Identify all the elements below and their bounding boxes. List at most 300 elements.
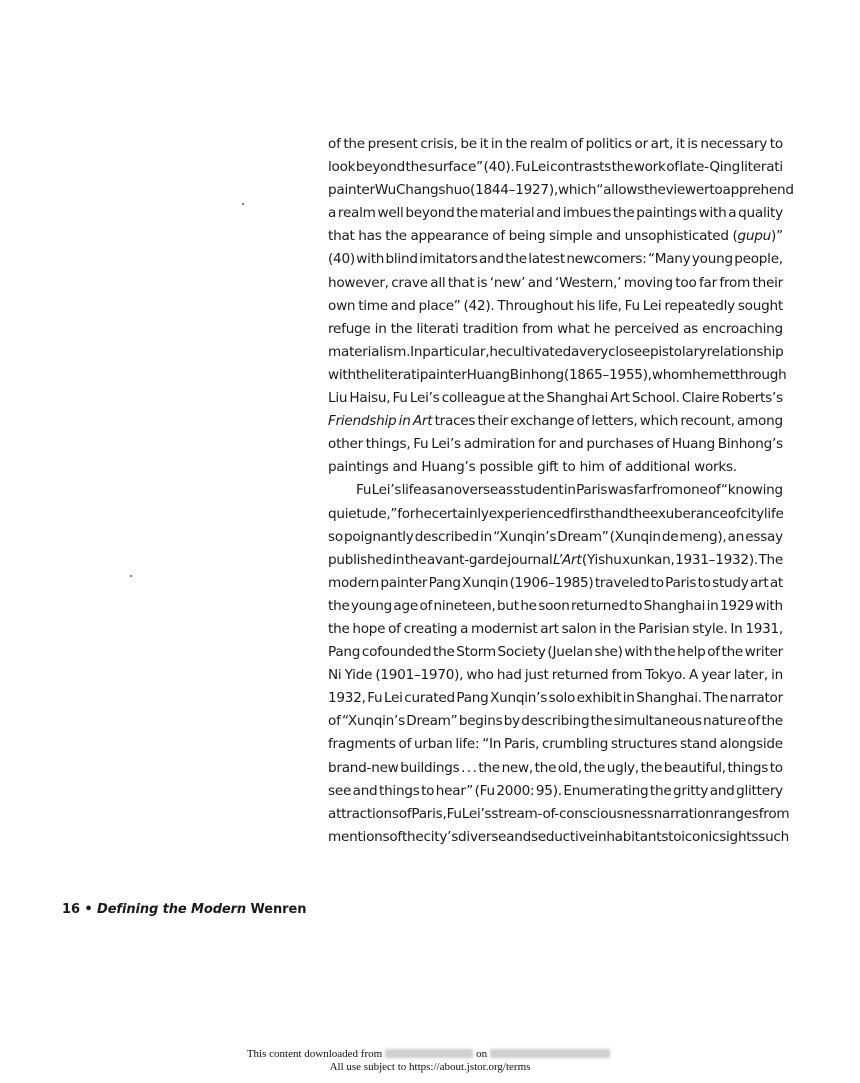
word: beyond <box>405 205 455 222</box>
word: and <box>352 782 378 799</box>
word: however, <box>328 274 389 291</box>
word: Fu <box>413 436 429 453</box>
word: and <box>390 297 416 314</box>
word: “Xunqin’s <box>341 713 405 730</box>
word: Art <box>610 390 630 407</box>
word: iconic <box>681 828 720 845</box>
word: young <box>691 251 733 268</box>
word: style. <box>692 620 728 637</box>
word: the <box>644 182 666 199</box>
word: own <box>328 297 356 314</box>
word: modernist <box>471 620 538 637</box>
word: crisis, <box>420 136 458 152</box>
word: hear” <box>435 782 474 799</box>
text-line <box>328 664 783 687</box>
word: the <box>456 205 478 222</box>
word: avant-garde <box>426 551 507 568</box>
word: being <box>508 228 546 245</box>
word: viewer <box>665 182 710 199</box>
word: which <box>557 182 597 199</box>
word: the <box>583 759 606 776</box>
word: Yide <box>344 667 373 684</box>
word: narration <box>653 805 714 822</box>
word: the <box>628 505 650 522</box>
word: necessary <box>700 136 768 152</box>
word: the <box>355 366 378 383</box>
word: Fu <box>356 482 372 499</box>
word: blind <box>385 251 418 268</box>
word: of <box>328 713 341 730</box>
word: salon <box>561 620 597 637</box>
word: Xunqin <box>462 574 509 591</box>
word: and <box>392 459 418 476</box>
word: epistolary <box>641 343 707 360</box>
word: inhabitants <box>594 828 669 845</box>
word: relationship <box>706 343 784 360</box>
word: 1932, <box>328 690 366 707</box>
word: In <box>410 343 423 360</box>
word: so <box>328 528 343 545</box>
word: refuge <box>328 320 371 337</box>
book-title-roman: Wenren <box>250 902 307 917</box>
word: Enumerating <box>563 782 649 799</box>
word: she) <box>594 644 623 661</box>
word: in <box>490 136 503 152</box>
body-text <box>328 133 794 849</box>
text-line <box>328 549 783 572</box>
text-line <box>328 595 783 618</box>
word: at <box>769 574 783 591</box>
word: The <box>758 551 783 568</box>
word: Dream” <box>406 713 458 730</box>
word: 1931, <box>745 620 783 637</box>
word: of <box>608 459 622 476</box>
word: literati <box>416 320 459 337</box>
word: an <box>436 482 454 499</box>
word: (Juelan <box>547 644 593 661</box>
word: in <box>392 551 405 568</box>
word: begins <box>458 713 503 730</box>
word: but <box>497 597 519 614</box>
word: Paris, <box>411 805 447 822</box>
word: the <box>433 644 455 661</box>
word: in <box>563 482 576 499</box>
word: in <box>599 620 612 637</box>
word: young <box>351 597 392 614</box>
word: sights <box>719 828 759 845</box>
word: far <box>633 482 652 499</box>
word: with <box>356 251 385 268</box>
text-line <box>328 202 783 225</box>
word: nature <box>703 713 747 730</box>
download-line <box>0 1048 860 1061</box>
word: art, <box>650 136 674 152</box>
word: Lei’s <box>431 436 461 453</box>
word: city’s <box>423 828 459 845</box>
jstor-download-notice <box>0 1048 860 1073</box>
word: the <box>478 759 500 776</box>
word: he <box>692 366 709 383</box>
word: Pang <box>456 690 489 707</box>
word: traces <box>434 413 476 430</box>
word: the <box>721 644 744 661</box>
word: for <box>537 436 556 453</box>
word: 1929 <box>719 597 754 614</box>
word: from <box>611 667 643 684</box>
word: to <box>769 759 783 776</box>
word: Changshuo <box>395 182 471 199</box>
word: very <box>579 343 609 360</box>
word: (1906–1985) <box>509 574 594 591</box>
word: quietude,” <box>328 505 398 522</box>
word: and <box>479 251 504 268</box>
word: (40). <box>483 159 515 176</box>
word: admiration <box>463 436 536 453</box>
text-line <box>328 803 790 826</box>
word: and <box>558 436 584 453</box>
word: who <box>466 667 494 684</box>
word: describing <box>521 713 590 730</box>
word: realm <box>529 136 568 152</box>
word: the <box>328 597 350 614</box>
word: a <box>570 343 580 360</box>
word: the <box>404 551 427 568</box>
word: of <box>576 413 590 430</box>
word: too <box>675 274 697 291</box>
word: a <box>728 205 737 222</box>
terms-line: All use subject to https://about.jstor.org/terms <box>329 1060 531 1073</box>
word: gift <box>537 459 559 476</box>
word: in <box>706 597 719 614</box>
word: structures <box>610 736 678 753</box>
word: the <box>761 713 783 730</box>
word: firsthand <box>569 505 629 522</box>
word: the <box>401 828 424 845</box>
text-line <box>328 341 783 364</box>
word: ugly, <box>606 759 639 776</box>
word: de <box>661 528 679 545</box>
word: the <box>611 159 634 176</box>
word: mentions <box>328 828 390 845</box>
word: he <box>489 343 506 360</box>
word: (gupu)” <box>732 228 783 245</box>
word: diverse <box>458 828 507 845</box>
word: which <box>639 413 679 430</box>
word: “In <box>482 736 502 753</box>
text-line <box>328 757 783 780</box>
word: the <box>649 782 672 799</box>
text-line <box>328 410 783 433</box>
word: Paris <box>576 482 608 499</box>
word: published <box>328 551 392 568</box>
word: of <box>398 736 412 753</box>
word: glittery <box>736 782 783 799</box>
word: from <box>652 482 683 499</box>
word: and <box>536 205 562 222</box>
word: Ni <box>328 667 342 684</box>
word: Xunqin’s <box>490 690 548 707</box>
word: with <box>698 205 727 222</box>
text-line <box>328 826 790 849</box>
word: alongside <box>719 736 783 753</box>
word: (Fu <box>474 782 495 799</box>
word: the <box>653 644 676 661</box>
word: and <box>527 274 553 291</box>
word: paintings <box>636 205 697 222</box>
word: painter <box>419 366 467 383</box>
word: Fu <box>392 390 408 407</box>
word: imbues <box>562 205 612 222</box>
word: of <box>570 136 583 152</box>
word: Shanghai <box>643 597 706 614</box>
word: as <box>683 320 699 337</box>
word: and <box>596 228 621 245</box>
word: he <box>593 320 611 337</box>
text-line <box>328 641 783 664</box>
text-line <box>328 780 783 803</box>
word: Fu <box>515 159 531 176</box>
text-line <box>328 318 783 341</box>
word: art <box>540 620 559 637</box>
word: other <box>328 436 363 453</box>
word: what <box>557 320 590 337</box>
word: his <box>576 297 596 314</box>
word: Huang <box>671 436 715 453</box>
word: solo <box>548 690 576 707</box>
word: journal <box>507 551 553 568</box>
word: Parisian <box>638 620 690 637</box>
word: with <box>754 597 783 614</box>
text-line <box>328 733 783 756</box>
word: of <box>388 620 401 637</box>
word: (1844–1927), <box>470 182 558 199</box>
word: Huang’s <box>421 459 476 476</box>
word: the <box>505 251 527 268</box>
word: of <box>747 713 761 730</box>
text-line <box>328 364 787 387</box>
word: for <box>397 505 416 522</box>
word: 95). <box>535 782 562 799</box>
word: the <box>522 390 545 407</box>
word: stream-of-consciousness <box>491 805 654 822</box>
word: Lei <box>383 690 403 707</box>
word: buildings <box>400 759 460 776</box>
word: to <box>668 828 682 845</box>
word: to <box>629 597 643 614</box>
word: of <box>328 136 341 152</box>
word: painter <box>380 574 428 591</box>
word: In <box>730 620 743 637</box>
word: colleague <box>441 390 506 407</box>
word: and <box>709 782 735 799</box>
word: their <box>477 413 508 430</box>
word: life: <box>455 736 480 753</box>
word: through <box>734 366 787 383</box>
word: of <box>707 482 721 499</box>
word: 1931–1932). <box>675 551 758 568</box>
word: the <box>534 759 557 776</box>
word: particular, <box>422 343 490 360</box>
word: realm <box>337 205 376 222</box>
word: politics <box>585 136 632 152</box>
word: art <box>749 574 769 591</box>
word: student <box>513 482 564 499</box>
word: Pang <box>328 644 361 661</box>
text-line <box>328 179 794 202</box>
word: to <box>769 136 783 152</box>
word: cofounded <box>361 644 432 661</box>
word: appearance <box>410 228 489 245</box>
word: by <box>503 713 520 730</box>
word: creating <box>403 620 458 637</box>
word: fragments <box>328 736 396 753</box>
word: study <box>712 574 749 591</box>
word: imitators <box>419 251 478 268</box>
text-line <box>328 295 783 318</box>
word: Paris, <box>503 736 540 753</box>
word: well <box>377 205 404 222</box>
word: tradition <box>462 320 519 337</box>
word: Shanghai. <box>636 690 702 707</box>
word: their <box>752 274 783 291</box>
word: among <box>736 413 783 430</box>
word: of <box>666 159 679 176</box>
word: Friendship <box>328 413 397 430</box>
word: the <box>612 205 635 222</box>
word: (1901–1970), <box>375 667 464 684</box>
word: late-Qing <box>679 159 741 176</box>
word: Wu <box>374 182 396 199</box>
word: has <box>358 228 382 245</box>
word: materialism. <box>328 343 411 360</box>
word: Claire <box>681 390 720 407</box>
word: “allows <box>596 182 645 199</box>
text-line <box>328 133 783 156</box>
word: curated <box>404 690 455 707</box>
word: an <box>727 528 745 545</box>
word: just <box>524 667 549 684</box>
word: painter <box>328 182 375 199</box>
word: Fu <box>367 690 383 707</box>
word: surface” <box>427 159 483 176</box>
word: (Xunqin <box>609 528 661 545</box>
word: of <box>656 436 669 453</box>
word: crumbling <box>541 736 609 753</box>
text-line <box>328 618 783 641</box>
word: the <box>343 136 365 152</box>
word: later, <box>733 667 768 684</box>
word: as <box>421 482 437 499</box>
word: repeatedly <box>664 297 735 314</box>
word: a <box>328 205 337 222</box>
word: urban <box>413 736 453 753</box>
word: it <box>675 136 685 152</box>
word: of <box>419 597 433 614</box>
word: sought <box>737 297 783 314</box>
word: things <box>378 782 420 799</box>
word: place” <box>418 297 461 314</box>
word: that <box>447 274 475 291</box>
word: in <box>398 413 411 430</box>
word: Roberts’s <box>721 390 783 407</box>
word: of <box>389 828 402 845</box>
word: Shanghai <box>546 390 609 407</box>
text-line <box>328 710 783 733</box>
word: Haisu, <box>349 390 391 407</box>
word: experienced <box>488 505 570 522</box>
word: he <box>415 505 432 522</box>
word: far <box>698 274 717 291</box>
word: had <box>496 667 522 684</box>
word: (42). <box>463 297 495 314</box>
word: a <box>460 620 469 637</box>
word: perceived <box>614 320 679 337</box>
word: Paris <box>665 574 697 591</box>
word: “knowing <box>720 482 783 499</box>
word: Fu <box>624 297 640 314</box>
word: Binhong <box>509 366 564 383</box>
word: year <box>701 667 731 684</box>
word: the <box>640 759 663 776</box>
word: gritty <box>672 782 709 799</box>
page-number: 16 <box>62 902 80 917</box>
word: people, <box>734 251 783 268</box>
word: him <box>579 459 605 476</box>
word: encroaching <box>702 320 783 337</box>
word: to <box>709 182 723 199</box>
word: with <box>624 644 653 661</box>
word: things, <box>365 436 411 453</box>
word: one <box>683 482 708 499</box>
word: life <box>401 482 422 499</box>
word: overseas <box>453 482 513 499</box>
redacted-ip <box>385 1049 473 1058</box>
word: of <box>398 805 412 822</box>
word: old, <box>557 759 582 776</box>
text-line <box>328 248 783 271</box>
separator-bullet: • <box>84 902 93 917</box>
word: Throughout <box>497 297 574 314</box>
word: traveled <box>594 574 650 591</box>
word: additional <box>625 459 691 476</box>
text-line <box>328 225 783 248</box>
word: unsophisticated <box>624 228 729 245</box>
word: . <box>466 759 471 776</box>
word: attractions <box>328 805 399 822</box>
word: The <box>703 690 728 707</box>
word: described <box>414 528 480 545</box>
text-line <box>328 156 783 179</box>
text-line <box>328 687 783 710</box>
word: time <box>358 297 388 314</box>
word: Dream” <box>557 528 609 545</box>
word: recount, <box>680 413 735 430</box>
word: returned <box>551 667 609 684</box>
word: quality <box>738 205 783 222</box>
word: writer <box>744 644 783 661</box>
word: of <box>727 505 741 522</box>
word: or <box>634 136 648 152</box>
word: . <box>472 759 477 776</box>
word: “Many <box>647 251 691 268</box>
word: Art <box>412 413 433 430</box>
word: possible <box>479 459 534 476</box>
word: Lei <box>642 297 662 314</box>
word: to <box>562 459 576 476</box>
word: latest <box>528 251 565 268</box>
word: . <box>461 759 466 776</box>
word: contrasts <box>550 159 612 176</box>
